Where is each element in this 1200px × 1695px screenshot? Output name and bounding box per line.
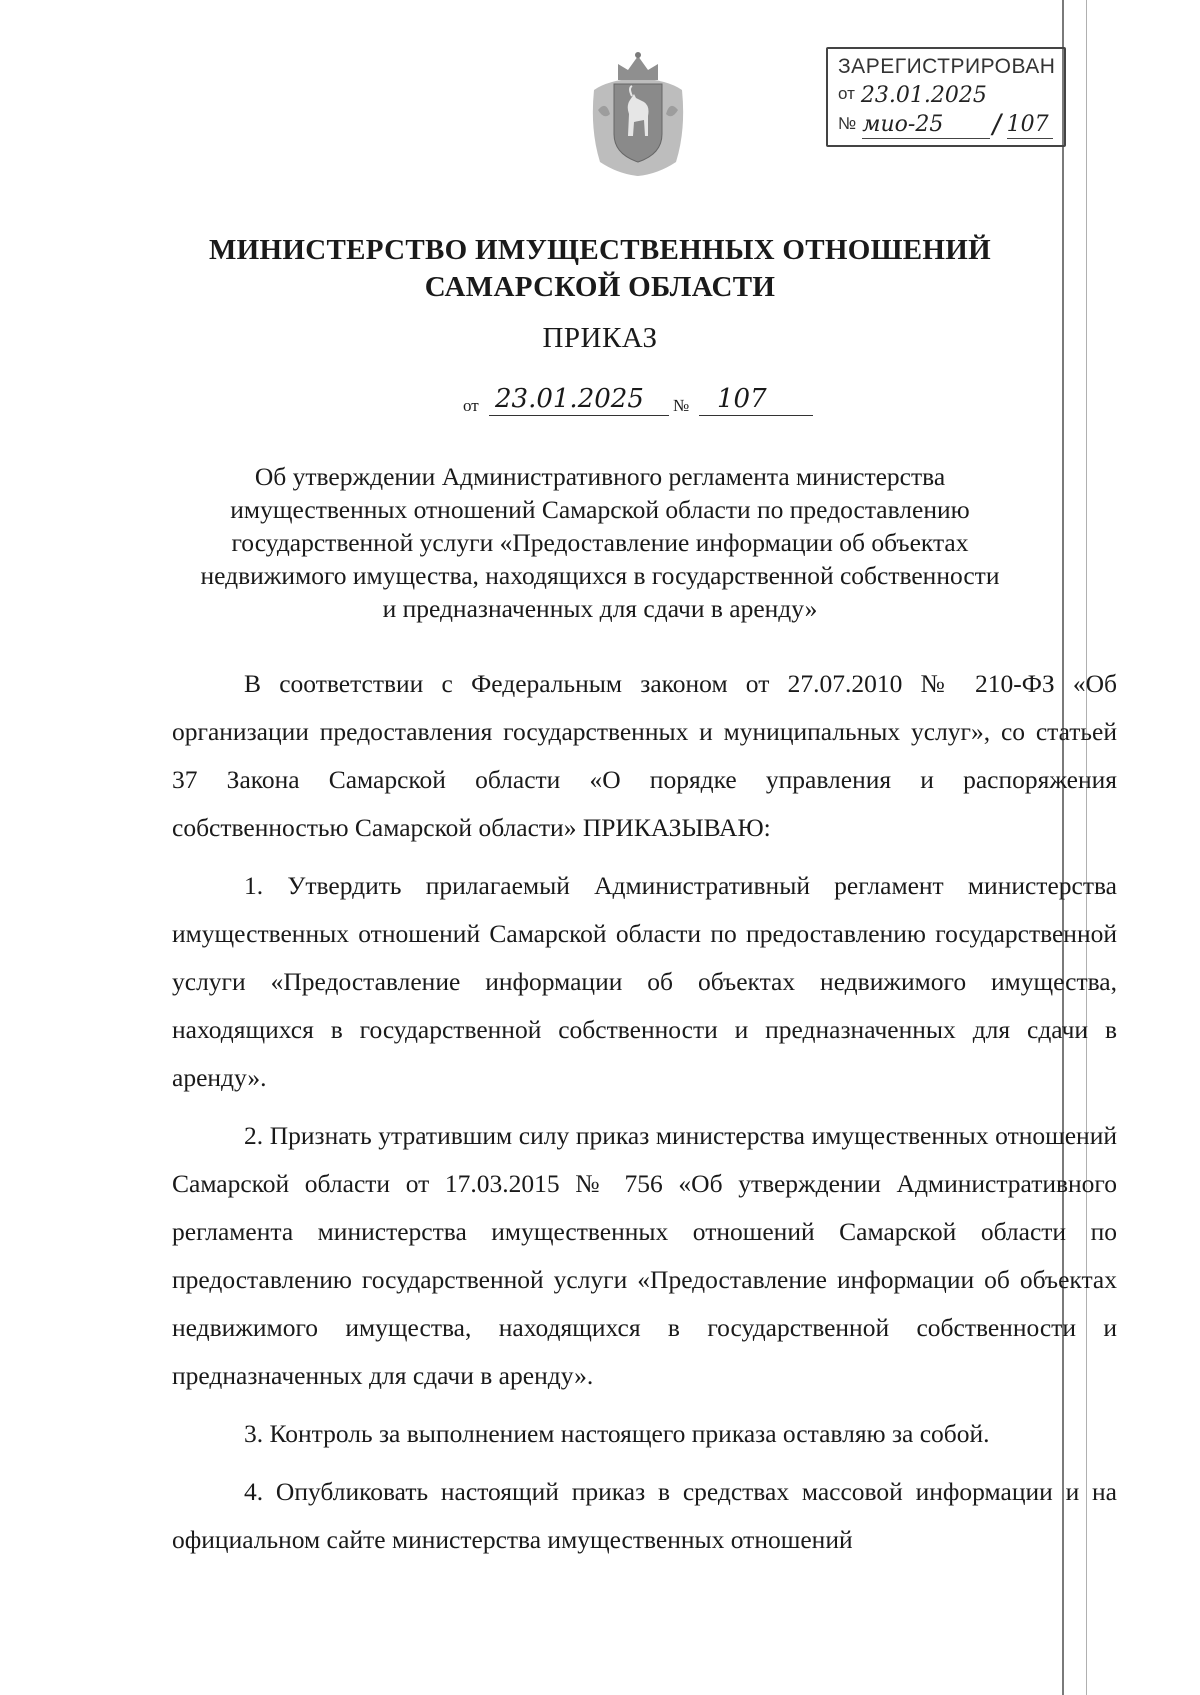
coat-of-arms-icon [588, 50, 688, 178]
order-subject [150, 460, 1050, 625]
order-number-label: № [673, 396, 690, 415]
order-item-2: 2. Признать утратившим силу приказ министерства имущественных отношений Самарской области от 17.03.2015 № 756 «Об утверждении Административного регламента министерства имущественных отношений Самарской области по предоставлению государственной услуги «Предоставление информации об объектах недвижимого имущества, находящихся в государственной собственности и предназначенных для сдачи в аренду». [172, 1121, 1117, 1390]
stamp-number-row [838, 109, 1056, 142]
subject-line: Об утверждении Административного регламента министерства [254, 462, 946, 491]
order-date-value: 23.01.2025 [489, 383, 669, 416]
order-number-value: 107 [699, 383, 813, 416]
subject-line: государственной услуги «Предоставление информации об объектах [231, 528, 969, 557]
stamp-number-value: 107 [1007, 112, 1053, 139]
order-item-4: 4. Опубликовать настоящий приказ в средствах массовой информации и на официальном сайте министерства имущественных отношений [172, 1477, 1117, 1554]
stamp-date-label: от [838, 84, 855, 103]
subject-line: и предназначенных для сдачи в аренду» [382, 594, 818, 623]
registration-stamp [826, 47, 1066, 147]
order-body [172, 660, 1117, 1564]
stamp-slash: / [992, 109, 1001, 142]
ministry-name-line2: САМАРСКОЙ ОБЛАСТИ [424, 271, 776, 303]
stamp-date-value: 23.01.2025 [860, 83, 987, 108]
order-item-3: 3. Контроль за выполнением настоящего приказа оставляю за собой. [244, 1419, 990, 1448]
ministry-name-line1: МИНИСТЕРСТВО ИМУЩЕСТВЕННЫХ ОТНОШЕНИЙ [208, 234, 991, 266]
document-type-title: ПРИКАЗ [542, 322, 658, 354]
subject-line: имущественных отношений Самарской области по предоставлению [230, 495, 970, 524]
stamp-title: ЗАРЕГИСТРИРОВАН [838, 55, 1056, 78]
preamble-paragraph: В соответствии с Федеральным законом от 27.07.2010 № 210-ФЗ «Об организации предоставления государственных и муниципальных услуг», со статьей 37 Закона Самарской области «О порядке управления и распоряжения собственностью Самарской области» ПРИКАЗЫВАЮ: [172, 669, 1117, 842]
ministry-name [0, 232, 1200, 306]
order-date-label: от [463, 396, 479, 415]
order-item-1: 1. Утвердить прилагаемый Административный регламент министерства имущественных отношений Самарской области по предоставлению государственной услуги «Предоставление информации об объектах недвижимого имущества, находящихся в государственной собственности и предназначенных для сдачи в аренду». [172, 871, 1117, 1092]
stamp-date-row [838, 79, 1056, 109]
stamp-number-prefix: мио-25 [862, 112, 990, 139]
order-date-number [463, 383, 823, 419]
subject-line: недвижимого имущества, находящихся в государственной собственности [200, 561, 1000, 590]
stamp-number-label: № [838, 114, 857, 133]
